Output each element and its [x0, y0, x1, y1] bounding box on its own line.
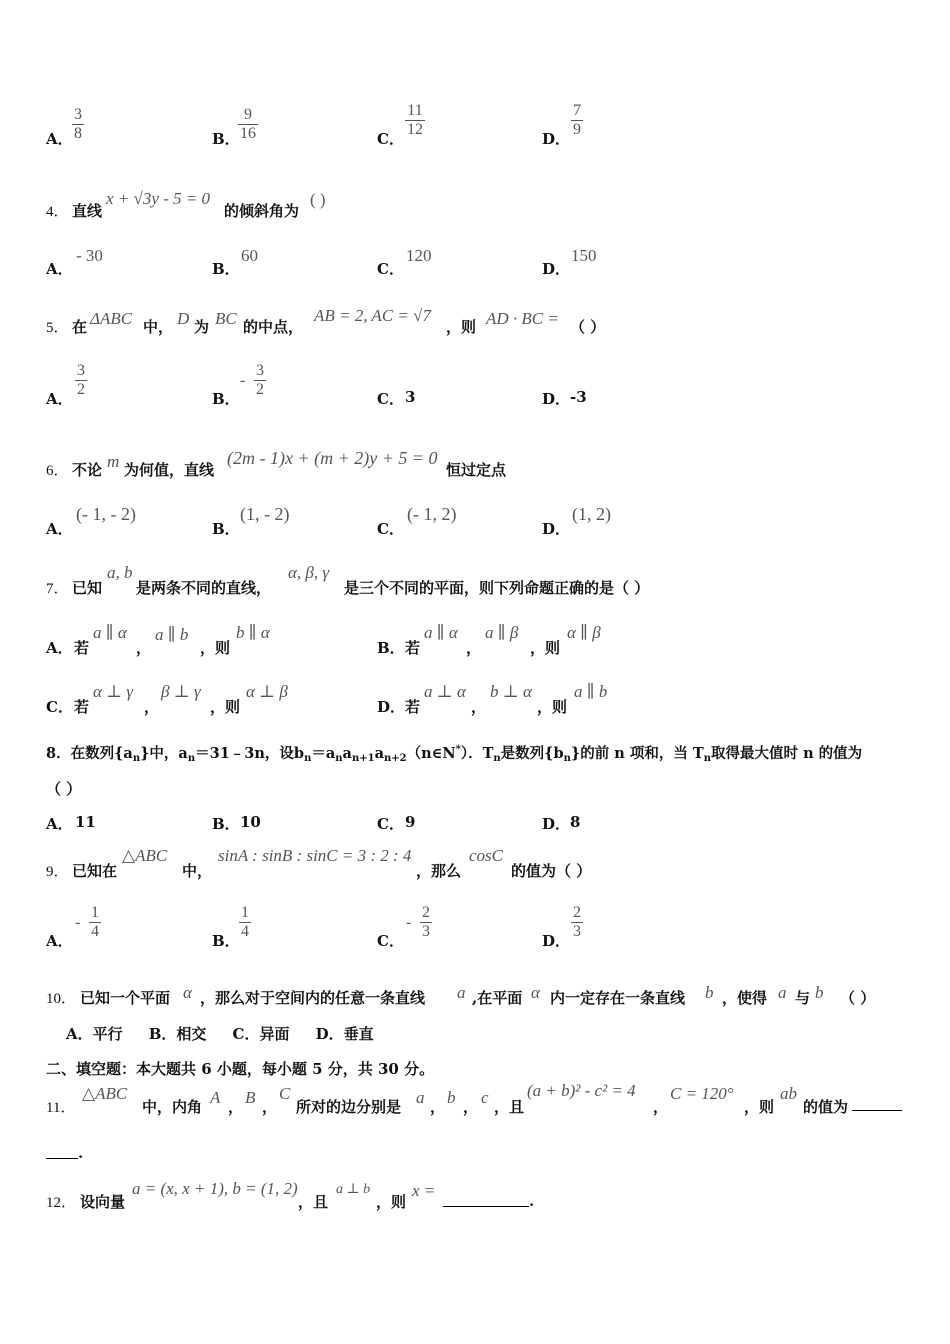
- q9-option-d-label: D．: [542, 932, 571, 950]
- q6-option-c-value: (- 1, 2): [407, 504, 457, 524]
- q11-text-1: 中，内角: [142, 1098, 203, 1116]
- q11-math-angle-a: A: [210, 1088, 221, 1107]
- q11-math-triangle: △ABC: [82, 1084, 128, 1103]
- q8-option-c-value: 9: [405, 813, 416, 831]
- q11-math-side-a: a: [416, 1088, 425, 1107]
- q11-math-angle-b: B: [245, 1088, 256, 1107]
- q6-option-d-label: D．: [542, 520, 571, 538]
- q11-math-angle-c: C: [279, 1084, 291, 1103]
- q4-answer-paren: ( ): [310, 190, 326, 209]
- q11-comma-2: ，: [262, 1098, 278, 1116]
- q10-answer-paren: （ ）: [840, 989, 876, 1007]
- q6-option-b-label: B．: [212, 520, 240, 538]
- q11-number: 11．: [46, 1100, 76, 1116]
- section-2-heading: 二、填空题：本大题共 6 小题，每小题 5 分，共 30 分。: [46, 1060, 435, 1078]
- q7-option-a-label: A．: [46, 639, 73, 657]
- q11-comma-1: ，: [228, 1098, 244, 1116]
- q6-option-a-label: A．: [46, 520, 73, 538]
- q8-stem: 8．在数列$\{a_n\}$中，$a_n=31﹣3n$，设$b_n=a_na_{n+1}a_{n+2}(n\in N^*)$．$T_n$是数列$\{b_n\}$的前 n 项和，当 $T_n$取得最大值时 n 的值为: [46, 744, 863, 764]
- q3-option-a-label: A．: [46, 130, 73, 148]
- q6-line-equation: (2m - 1)x + (m + 2)y + 5 = 0: [227, 448, 438, 468]
- q9-option-c-fraction: - 2 3: [406, 904, 430, 940]
- q5-answer-paren: （ ）: [570, 318, 606, 336]
- q7-option-a-cond-2: a ∥ b: [155, 625, 189, 644]
- q12-math-x: x =: [412, 1181, 436, 1200]
- q8-option-b-value: 10: [240, 813, 261, 831]
- q3-option-d-fraction: $\frac{7}{9}$: [573, 102, 581, 138]
- q4-option-b-label: B．: [212, 260, 240, 278]
- q8-option-c-label: C．: [377, 815, 404, 833]
- q10-math-alpha-2: α: [531, 983, 540, 1002]
- q10-text-5: ，使得: [722, 989, 768, 1007]
- q8-option-d-value: 8: [570, 813, 581, 831]
- q8-option-a-value: 11: [75, 813, 96, 831]
- q11-math-side-b: b: [447, 1088, 456, 1107]
- q5-math-bc: BC: [215, 309, 237, 328]
- q10-math-b-2: b: [815, 983, 824, 1002]
- q5-text-1: 在: [72, 318, 88, 336]
- q6-math-m: m: [107, 452, 120, 471]
- q5-text-2: 中，: [143, 318, 174, 336]
- q4-number: 4．: [46, 204, 69, 220]
- q6-number: 6．: [46, 463, 69, 479]
- q7-option-c-cond-1: α ⊥ γ: [93, 682, 134, 701]
- q10-text-4: 内一定存在一条直线: [550, 989, 686, 1007]
- q8-option-d-label: D．: [542, 815, 571, 833]
- q5-option-a-label: A．: [46, 390, 73, 408]
- q10-math-b-1: b: [705, 983, 714, 1002]
- q7-number: 7．: [46, 581, 69, 597]
- q10-text-1: 已知一个平面: [80, 989, 171, 1007]
- q3-option-c-fraction: $\frac{11}{12}$: [407, 102, 423, 138]
- q11-condition-2: C = 120°: [670, 1084, 734, 1103]
- q7-option-c-cond-2: β ⊥ γ: [161, 682, 201, 701]
- q11-math-ab: ab: [780, 1084, 797, 1103]
- q7-option-a-cond-1: a ∥ α: [93, 623, 127, 642]
- q8-option-b-label: B．: [212, 815, 240, 833]
- q3-option-a-fraction: $\frac{3}{8}$: [74, 106, 82, 142]
- q7-option-d-ruo: 若: [405, 698, 421, 716]
- q9-text-1: 已知在: [72, 862, 118, 880]
- q9-text-2: 中，: [182, 862, 213, 880]
- q5-math-d: D: [177, 309, 190, 328]
- q8-answer-paren: （ ）: [46, 780, 82, 798]
- q11-comma-4: ，: [463, 1098, 479, 1116]
- q9-option-a-label: A．: [46, 932, 73, 950]
- q10-math-alpha-1: α: [183, 983, 192, 1002]
- q7-option-b-label: B．: [377, 639, 405, 657]
- q5-option-d-value: -3: [570, 388, 587, 406]
- q11-text-4: ，则: [744, 1098, 775, 1116]
- q7-option-d-comma: ，: [471, 698, 487, 716]
- q7-text-3: 是三个不同的平面，则下列命题正确的是（ ）: [344, 579, 650, 597]
- q4-option-b-value: 60: [241, 246, 258, 265]
- q11-period: .: [78, 1144, 84, 1162]
- q9-text-4: 的值为（ ）: [511, 862, 592, 880]
- q7-option-a-conclusion: b ∥ α: [236, 623, 270, 642]
- q7-option-d-conclusion: a ∥ b: [574, 682, 608, 701]
- q9-option-d-fraction: $\frac{2}{3}$: [573, 904, 581, 940]
- q11-text-3: ，且: [494, 1098, 525, 1116]
- q3-option-c-label: C．: [377, 130, 404, 148]
- q5-math-dot-product: AD · BC =: [486, 309, 559, 328]
- q6-option-d-value: (1, 2): [572, 504, 611, 524]
- q5-number: 5．: [46, 320, 69, 336]
- q12-text-3: ，则: [376, 1193, 407, 1211]
- q9-sine-ratio: sinA : sinB : sinC = 3 : 2 : 4: [218, 846, 412, 865]
- q7-option-c-label: C．: [46, 698, 73, 716]
- q9-text-3: ，那么: [416, 862, 462, 880]
- q4-option-d-label: D．: [542, 260, 571, 278]
- q7-option-b-then: ，则: [530, 639, 561, 657]
- q8-option-a-label: A．: [46, 815, 73, 833]
- q6-option-c-label: C．: [377, 520, 404, 538]
- q5-math-given: AB = 2, AC = √7: [314, 306, 431, 325]
- q4-option-d-value: 150: [571, 246, 597, 265]
- q7-option-c-ruo: 若: [74, 698, 90, 716]
- q6-option-b-value: (1, - 2): [240, 504, 290, 524]
- q7-option-d-cond-2: b ⊥ α: [490, 682, 532, 701]
- q5-option-d-label: D．: [542, 390, 571, 408]
- q7-option-b-cond-2: a ∥ β: [485, 623, 519, 642]
- q9-option-b-fraction: $\frac{1}{4}$: [241, 904, 249, 940]
- q12-vectors: a = (x, x + 1), b = (1, 2): [132, 1179, 298, 1198]
- q10-text-2: ，那么对于空间内的任意一条直线: [200, 989, 426, 1007]
- q5-option-c-value: 3: [405, 388, 416, 406]
- q5-text-3: 为: [194, 318, 210, 336]
- q9-math-cos: cosC: [469, 846, 503, 865]
- q7-math-lines: a, b: [107, 563, 133, 582]
- q7-math-planes: α, β, γ: [288, 563, 330, 582]
- q4-option-a-label: A．: [46, 260, 73, 278]
- q11-math-side-c: c: [481, 1088, 489, 1107]
- q12-perpendicular: a ⊥ b: [336, 1182, 371, 1197]
- q7-option-b-ruo: 若: [405, 639, 421, 657]
- q10-text-3: ,在平面: [472, 989, 523, 1007]
- q11-condition-1: (a + b)² - c² = 4: [527, 1081, 636, 1100]
- q6-text-1: 不论: [72, 461, 103, 479]
- q7-option-b-cond-1: a ∥ α: [424, 623, 458, 642]
- q11-text-2: 所对的边分别是: [296, 1098, 402, 1116]
- q9-math-triangle: △ABC: [122, 846, 168, 865]
- q7-option-a-then: ，则: [200, 639, 231, 657]
- q3-option-b-fraction: $\frac{9}{16}$: [240, 106, 256, 142]
- q5-option-a-fraction: $\frac{3}{2}$: [77, 362, 85, 398]
- q12-text-2: ，且: [298, 1193, 329, 1211]
- q7-option-c-conclusion: α ⊥ β: [246, 682, 288, 701]
- q4-text-post: 的倾斜角为: [224, 202, 300, 220]
- q9-option-c-label: C．: [377, 932, 404, 950]
- q7-option-a-ruo: 若: [74, 639, 90, 657]
- q7-option-d-label: D．: [377, 698, 406, 716]
- q11-answer-blank-part1[interactable]: [852, 1094, 902, 1111]
- q10-math-a-2: a: [778, 983, 787, 1002]
- q11-answer-blank-part2[interactable]: [46, 1142, 78, 1159]
- q11-comma-3: ，: [430, 1098, 446, 1116]
- q9-option-b-label: B．: [212, 932, 240, 950]
- q4-option-c-label: C．: [377, 260, 404, 278]
- q7-text-2: 是两条不同的直线，: [136, 579, 272, 597]
- q7-option-d-then: ，则: [537, 698, 568, 716]
- q7-option-c-comma: ，: [144, 698, 160, 716]
- q7-option-d-cond-1: a ⊥ α: [424, 682, 466, 701]
- q6-text-2: 为何值，直线: [124, 461, 215, 479]
- q10-math-a-1: a: [457, 983, 466, 1002]
- q11-text-5: 的值为: [803, 1098, 849, 1116]
- q6-option-a-value: (- 1, - 2): [76, 504, 136, 524]
- q3-option-d-label: D．: [542, 130, 571, 148]
- q4-equation: x + √3y - 5 = 0: [106, 189, 211, 208]
- q5-text-4: 的中点，: [243, 318, 304, 336]
- q5-option-b-label: B．: [212, 390, 240, 408]
- q11-comma-5: ，: [653, 1098, 669, 1116]
- q10-text-6: 与: [795, 989, 811, 1007]
- q7-option-c-then: ，则: [210, 698, 241, 716]
- q10-options: A．平行 B．相交 C．异面 D．垂直: [66, 1025, 374, 1043]
- q7-text-1: 已知: [72, 579, 103, 597]
- q12-period: .: [529, 1192, 535, 1210]
- q4-option-c-value: 120: [406, 246, 432, 265]
- q4-text-pre: 直线: [72, 202, 103, 220]
- q12-text-1: 设向量: [80, 1193, 126, 1211]
- q5-option-b-fraction: - 3 2: [240, 362, 264, 398]
- q6-text-3: 恒过定点: [446, 461, 507, 479]
- q5-text-5: ，则: [446, 318, 477, 336]
- q9-option-a-fraction: - 1 4: [75, 904, 99, 940]
- q3-option-b-label: B．: [212, 130, 240, 148]
- q7-option-b-comma: ，: [466, 639, 482, 657]
- q12-number: 12．: [46, 1195, 77, 1211]
- q7-option-b-conclusion: α ∥ β: [567, 623, 601, 642]
- q10-number: 10．: [46, 991, 77, 1007]
- q9-number: 9．: [46, 864, 69, 880]
- q7-option-a-comma: ，: [136, 639, 152, 657]
- q5-math-triangle: ΔABC: [90, 309, 133, 328]
- q4-option-a-value: - 30: [76, 246, 103, 265]
- q5-option-c-label: C．: [377, 390, 404, 408]
- q12-answer-blank[interactable]: [443, 1190, 529, 1207]
